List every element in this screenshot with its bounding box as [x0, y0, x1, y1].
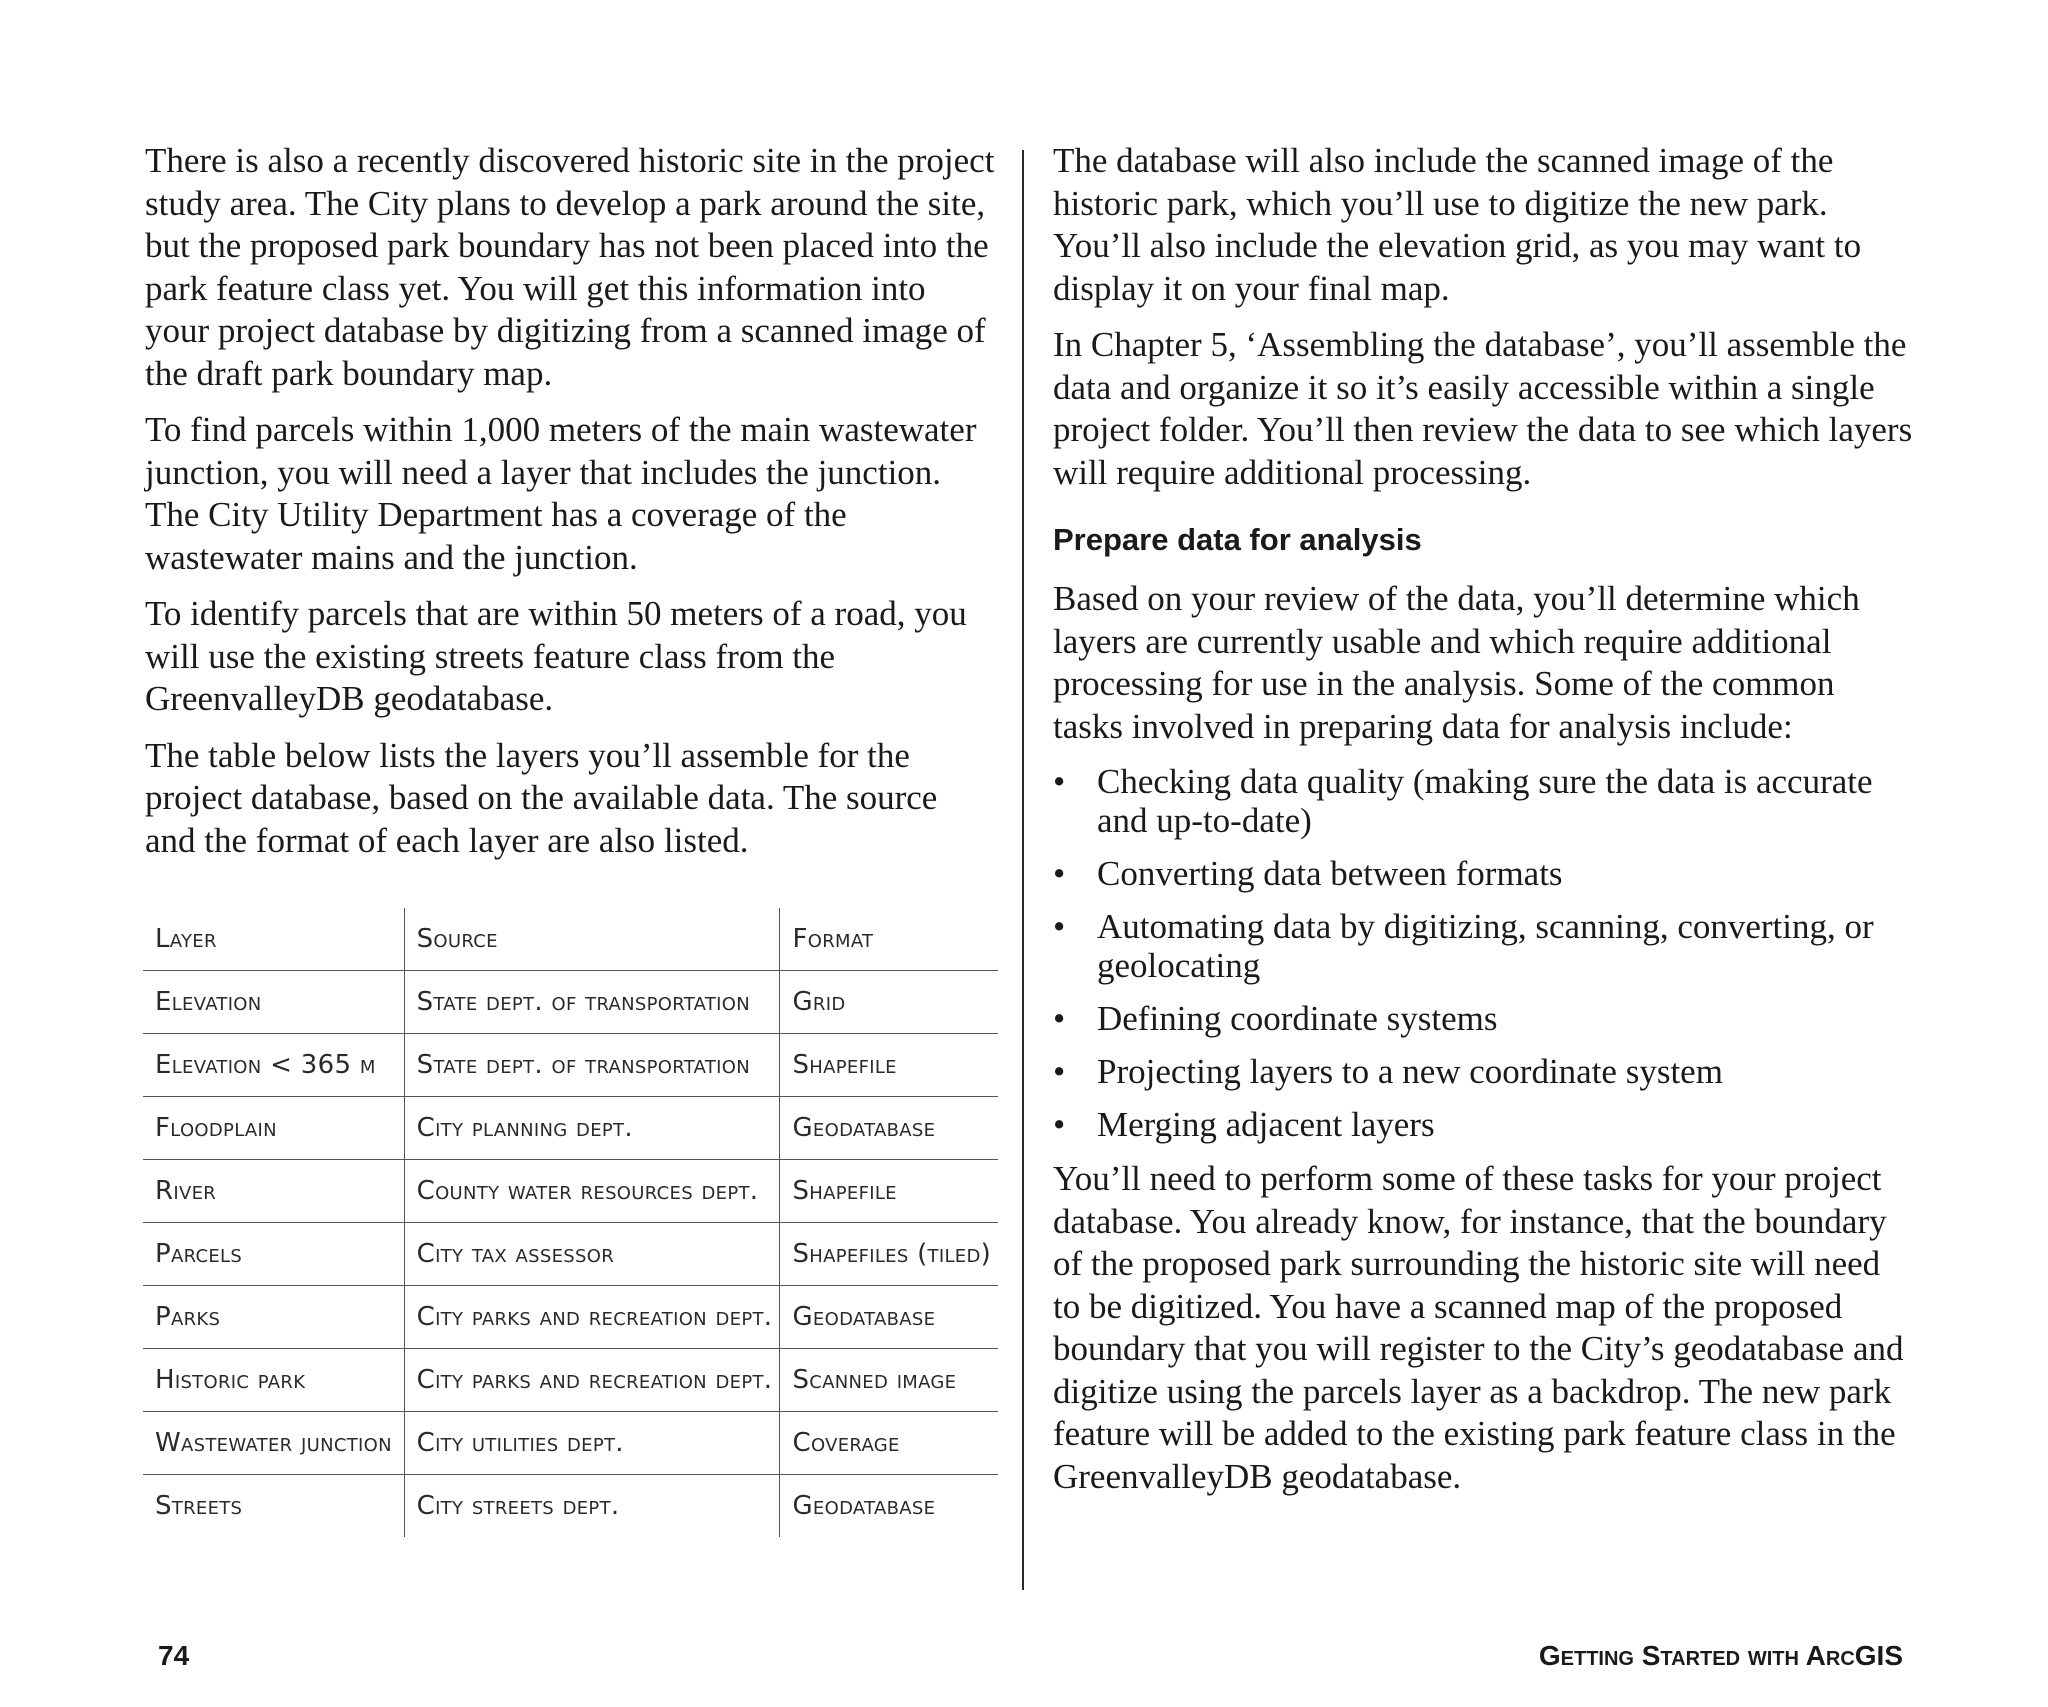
- cell-format: Shapefiles (tiled): [780, 1223, 998, 1286]
- cell-format: Geodatabase: [780, 1097, 998, 1160]
- cell-source: City parks and recreation dept.: [404, 1349, 780, 1412]
- column-header-source: Source: [404, 908, 780, 971]
- section-heading: Prepare data for analysis: [1053, 522, 1422, 557]
- table-row: [143, 1097, 998, 1160]
- list-item-text: Checking data quality (making sure the data is accurate and up-to-date): [1097, 762, 1873, 840]
- paragraph: To find parcels within 1,000 meters of the main wastewater junction, you will need a layer that includes the junction. The City Utility Department has a coverage of the wastewater mains and the junction.: [145, 410, 977, 577]
- list-item: [1053, 762, 1913, 840]
- page-number: 74: [158, 1640, 190, 1671]
- bullet-icon: •: [1053, 1052, 1066, 1091]
- cell-layer: Elevation: [143, 971, 404, 1034]
- cell-source: City streets dept.: [404, 1475, 780, 1538]
- table-row: [143, 1349, 998, 1412]
- cell-format: Scanned image: [780, 1349, 998, 1412]
- cell-layer: Historic park: [143, 1349, 404, 1412]
- cell-layer: Wastewater junction: [143, 1412, 404, 1475]
- column-header-format: Format: [780, 908, 998, 971]
- table-header-row: [143, 908, 998, 971]
- table-row: [143, 1412, 998, 1475]
- table-row: [143, 1223, 998, 1286]
- cell-format: Shapefile: [780, 1034, 998, 1097]
- bullet-icon: •: [1053, 762, 1066, 801]
- list-item-text: Merging adjacent layers: [1097, 1105, 1435, 1144]
- cell-format: Geodatabase: [792, 1491, 936, 1521]
- cell-source: State dept. of transportation: [404, 971, 780, 1034]
- cell-source: City tax assessor: [404, 1223, 780, 1286]
- cell-format: Coverage: [780, 1412, 998, 1475]
- list-item-text: Converting data between formats: [1097, 854, 1563, 893]
- paragraph: You’ll need to perform some of these tasks for your project database. You already know, for instance, that the boundary of the proposed park surrounding the historic site will need to be digitized. You have a scanned map of the proposed boundary that you will register to the City’s geodatabase and digitize using the parcels layer as a backdrop. The new park feature will be added to the existing park feature class in the GreenvalleyDB geodatabase.: [1053, 1159, 1904, 1496]
- paragraph: To identify parcels that are within 50 meters of a road, you will use the existing streets feature class from the GreenvalleyDB geodatabase.: [145, 594, 967, 718]
- table-row: [143, 1160, 998, 1223]
- list-item: [1053, 1052, 1913, 1091]
- bullet-icon: •: [1053, 854, 1066, 893]
- layers-table: [143, 908, 998, 1537]
- right-column: [1053, 140, 1913, 1512]
- column-divider: [1022, 150, 1024, 1590]
- list-item: [1053, 999, 1913, 1038]
- list-item: [1053, 907, 1913, 985]
- paragraph: In Chapter 5, ‘Assembling the database’, you’ll assemble the data and organize it so it’s easily accessible within a single project folder. You’ll then review the data to see which layers will require additional processing.: [1053, 325, 1913, 492]
- list-item-text: Defining coordinate systems: [1097, 999, 1498, 1038]
- paragraph: There is also a recently discovered historic site in the project study area. The City plans to develop a park around the site, but the proposed park boundary has not been placed into the park feature class yet. You will get this information into your project database by digitizing from a scanned image of the draft park boundary map.: [145, 141, 995, 393]
- task-list: [1053, 762, 1913, 1144]
- bullet-icon: •: [1053, 907, 1066, 946]
- paragraph: Based on your review of the data, you’ll determine which layers are currently usable and which require additional processing for use in the analysis. Some of the common tasks involved in preparing data for analysis include:: [1053, 579, 1860, 746]
- table-row: [143, 1034, 998, 1097]
- list-item-text: Projecting layers to a new coordinate system: [1097, 1052, 1723, 1091]
- cell-layer: Parcels: [143, 1223, 404, 1286]
- table-row: [143, 971, 998, 1034]
- cell-source: State dept. of transportation: [404, 1034, 780, 1097]
- cell-layer: Elevation < 365 m: [143, 1034, 404, 1097]
- table-row: [143, 1475, 998, 1538]
- cell-format: Shapefile: [780, 1160, 998, 1223]
- list-item-text: Automating data by digitizing, scanning, converting, or geolocating: [1097, 907, 1874, 985]
- bullet-icon: •: [1053, 1105, 1066, 1144]
- cell-format: Geodatabase: [780, 1286, 998, 1349]
- cell-layer: Streets: [143, 1475, 404, 1538]
- cell-format: Grid: [780, 971, 998, 1034]
- cell-source: County water resources dept.: [404, 1160, 780, 1223]
- table-row: [143, 1286, 998, 1349]
- cell-layer: Floodplain: [143, 1097, 404, 1160]
- column-header-layer: Layer: [143, 908, 404, 971]
- cell-source: City planning dept.: [404, 1097, 780, 1160]
- bullet-icon: •: [1053, 999, 1066, 1038]
- list-item: [1053, 1105, 1913, 1144]
- paragraph: The table below lists the layers you’ll assemble for the project database, based on the available data. The source and the format of each layer are also listed.: [145, 735, 938, 860]
- cell-layer: Parks: [143, 1286, 404, 1349]
- running-footer-title: Getting Started with ArcGIS: [1538, 1640, 1903, 1671]
- cell-source: City parks and recreation dept.: [404, 1286, 780, 1349]
- cell-layer: River: [143, 1160, 404, 1223]
- paragraph: The database will also include the scanned image of the historic park, which you’ll use to digitize the new park. You’ll also include the elevation grid, as you may want to display it on your final map.: [1053, 141, 1862, 308]
- cell-source: City utilities dept.: [404, 1412, 780, 1475]
- list-item: [1053, 854, 1913, 893]
- left-column: [145, 140, 995, 876]
